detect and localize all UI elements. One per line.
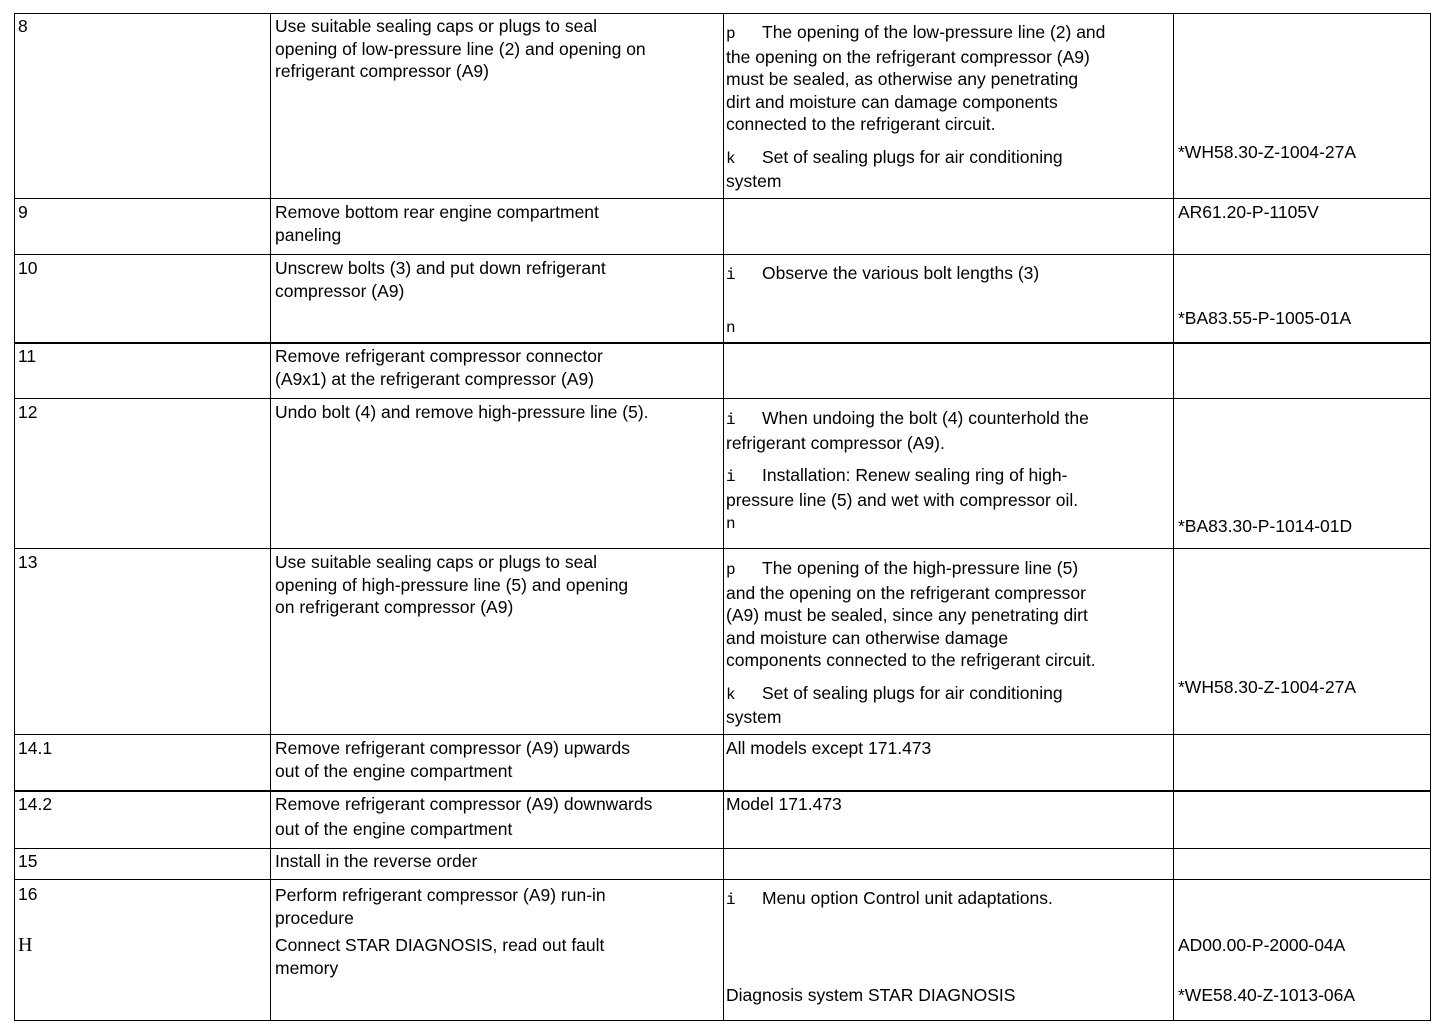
reference-code: *BA83.30-P-1014-01D — [1178, 516, 1353, 536]
step-action: Remove refrigerant compressor (A9) upwards out of the engine compartment — [275, 738, 630, 781]
step-action: Use suitable sealing caps or plugs to seal opening of high-pressure line (5) and opening on refrigerant compressor (A9) — [275, 552, 629, 617]
step-notes: p The opening of the high-pressure line (5) and the opening on the refrigerant compressor (A9) must be sealed, since any penetrating dirt and moisture can otherwise damage components connected to the refrigerant circuit. k Set of sealing plugs for air conditioning system — [726, 558, 1096, 727]
step-action: Remove refrigerant compressor (A9) downwards out of the engine compartment — [275, 794, 653, 839]
row-divider — [14, 548, 1431, 549]
reference-code: *WE58.40-Z-1013-06A — [1178, 985, 1356, 1005]
step-number: 14.2 — [18, 794, 53, 814]
tool-symbol: k — [726, 685, 736, 704]
table-border-top — [14, 13, 1431, 14]
torque-symbol: n — [726, 318, 736, 337]
step-number: 13 — [18, 552, 38, 572]
row-divider — [14, 734, 1431, 735]
info-symbol: i — [726, 411, 736, 429]
step-notes: p The opening of the low-pressure line (2) and the opening on the refrigerant compressor (A9) must be sealed, as otherwise any penetrating dirt and moisture can damage components connected to the refrigerant circuit. k Set of sealing plugs for air conditioning system — [726, 22, 1106, 191]
column-divider — [723, 13, 724, 1021]
step-number: 10 — [18, 258, 38, 278]
reference-code: *WH58.30-Z-1004-27A — [1178, 677, 1356, 697]
tool-symbol: k — [726, 149, 736, 168]
step-number: 11 — [18, 346, 37, 366]
row-divider — [14, 790, 1431, 792]
step-notes: All models except 171.473 — [726, 738, 932, 758]
step-number — [18, 934, 32, 957]
step-action: Perform refrigerant compressor (A9) run-in procedure — [275, 885, 606, 928]
reference-code: AR61.20-P-1105V — [1178, 202, 1319, 222]
step-notes: Diagnosis system STAR DIAGNOSIS — [726, 985, 1016, 1005]
step-notes: i Menu option Control unit adaptations. — [726, 887, 1053, 912]
reference-code: AD00.00-P-2000-04A — [1178, 935, 1346, 955]
row-divider — [14, 198, 1431, 199]
step-number: 16 — [18, 884, 38, 904]
step-action: Use suitable sealing caps or plugs to seal opening of low-pressure line (2) and opening on refrigerant compressor (A9) — [275, 16, 646, 81]
reference-code: *BA83.55-P-1005-01A — [1178, 308, 1352, 328]
warning-symbol: p — [726, 25, 736, 43]
warning-symbol: p — [726, 561, 736, 579]
step-number: 15 — [18, 851, 38, 871]
row-divider — [14, 254, 1431, 255]
table-border-left — [14, 13, 15, 1021]
step-number: 12 — [18, 402, 38, 422]
step-action: Install in the reverse order — [275, 851, 478, 871]
diagnosis-symbol: H — [18, 934, 33, 956]
info-symbol: i — [726, 891, 736, 909]
step-action: Remove bottom rear engine compartment paneling — [275, 202, 599, 245]
torque-symbol: n — [726, 515, 736, 533]
step-notes: i Observe the various bolt lengths (3) n — [726, 262, 1039, 339]
row-divider — [14, 848, 1431, 849]
table-border-bottom — [14, 1020, 1431, 1021]
step-action: Remove refrigerant compressor connector (A9x1) at the refrigerant compressor (A9) — [275, 346, 603, 389]
step-notes: Model 171.473 — [726, 794, 842, 814]
reference-code: *WH58.30-Z-1004-27A — [1178, 142, 1356, 162]
step-notes: i When undoing the bolt (4) counterhold the refrigerant compressor (A9). i Installation: Renew sealing ring of high- pressure line (5) and wet with compressor oil. n — [726, 407, 1089, 536]
step-number: 9 — [18, 202, 28, 222]
info-symbol: i — [726, 266, 736, 284]
step-number: 8 — [18, 16, 28, 36]
table-border-right — [1430, 13, 1431, 1021]
column-divider — [270, 13, 271, 1021]
step-action: Undo bolt (4) and remove high-pressure line (5). — [275, 402, 649, 422]
info-symbol: i — [726, 468, 736, 486]
step-action: Connect STAR DIAGNOSIS, read out fault memory — [275, 935, 605, 978]
column-divider — [1173, 13, 1174, 1021]
row-divider — [14, 398, 1431, 399]
row-divider — [14, 342, 1431, 344]
step-number: 14.1 — [18, 738, 53, 758]
row-divider — [14, 879, 1431, 880]
step-action: Unscrew bolts (3) and put down refrigerant compressor (A9) — [275, 258, 606, 301]
